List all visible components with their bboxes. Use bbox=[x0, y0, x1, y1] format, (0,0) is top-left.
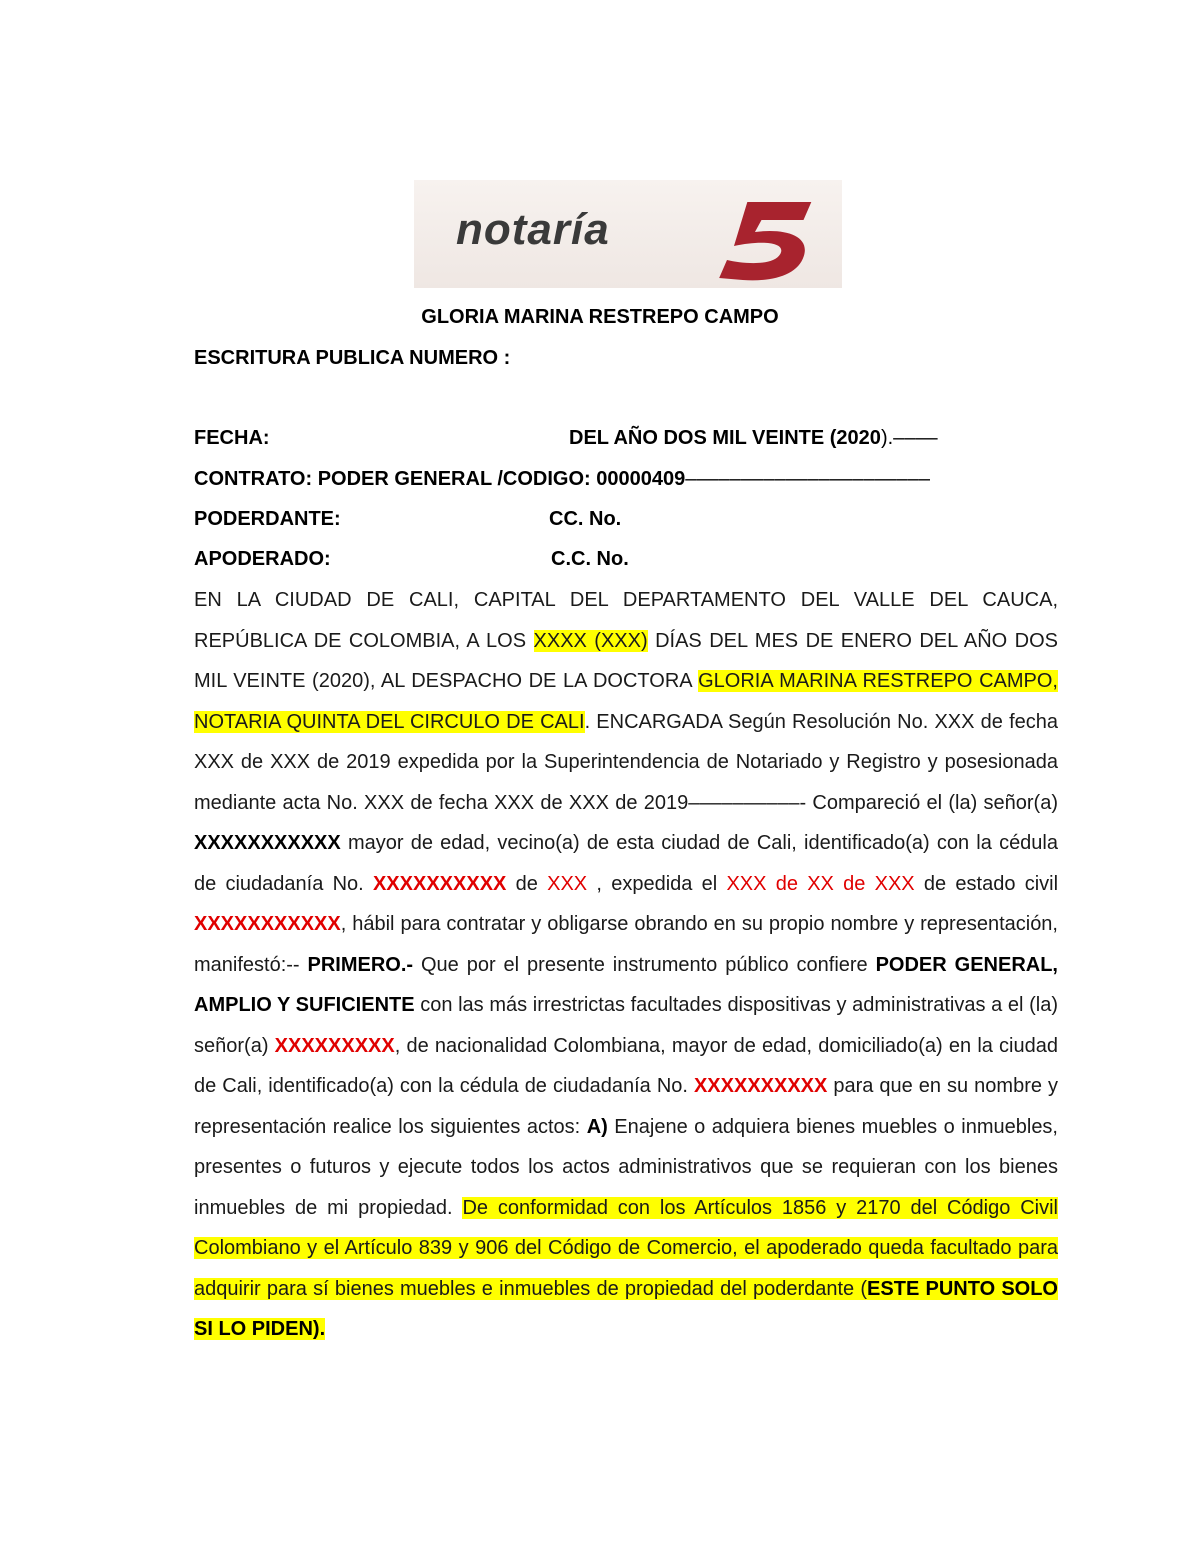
apoderado-label: APODERADO: bbox=[194, 548, 331, 570]
notaria-5-logo bbox=[414, 180, 842, 288]
poderdante-value: CC. No. bbox=[549, 508, 622, 530]
poderdante-label: PODERDANTE: bbox=[194, 508, 341, 530]
highlight-days: XXXX (XXX) bbox=[533, 629, 648, 652]
logo-text: notaría bbox=[456, 205, 610, 254]
fecha-label: FECHA: bbox=[194, 427, 270, 449]
highlight-articulos: De conformidad con los Artículos 1856 y 2170 del Código Civil Colombiano y el Artículo 839 y 906 del Código de Comercio, el apoderado queda facultado para adquirir para sí bienes muebles e inmuebles de propiedad del poderdante bbox=[194, 1196, 1059, 1300]
fecha-value: DEL AÑO DOS MIL VEINTE (2020).–––– bbox=[569, 427, 938, 449]
apoderado-cedula: XXXXXXXXXX bbox=[693, 1075, 828, 1097]
apoderado-name: XXXXXXXXX bbox=[274, 1034, 395, 1057]
compareciente-name: XXXXXXXXXXX bbox=[194, 832, 341, 854]
apoderado-value: C.C. No. bbox=[551, 548, 629, 570]
escritura-label: ESCRITURA PUBLICA NUMERO : bbox=[194, 347, 511, 369]
document-body: EN LA CIUDAD DE CALI, CAPITAL DEL DEPARTAMENTO DEL VALLE DEL CAUCA, REPÚBLICA DE COLOMBIA, A LOS XXXX (XXX) DÍAS DEL MES DE ENERO DEL AÑO DOS MIL VEINTE (2020), AL DESPACHO DE LA DOCTORA GLORIA MARINA RESTREPO CAMPO, NOTARIA QUINTA DEL CIRCULO DE CALI. ENCARGADA Según Resolución No. XXX de fecha XXX de XXX de 2019 expedida por la Superintendencia de Notariado y Registro y posesionada mediante acta No. XXX de fecha XXX de XXX de 2019––––––––––- Compareció el (la) señor(a) XXXXXXXXXXX mayor de edad, vecino(a) de esta ciudad de Cali, identificado(a) con la cédula de ciudadanía No. XXXXXXXXXX de XXX , expedida el XXX de XX de XXX de estado civil XXXXXXXXXXX, hábil para contratar y obligarse obrando en su propio nombre y representación, manifestó:-- PRIMERO.- Que por el presente instrumento público confiere PODER GENERAL, AMPLIO Y SUFICIENTE con las más irrestrictas facultades dispositivas y administrativas a el (la) señor(a) XXXXXXXXX, de nacionalidad Colombiana, mayor de edad, domiciliado(a) en la ciudad de Cali, identificado(a) con la cédula de ciudadanía No. XXXXXXXXXX para que en su nombre y representación realice los siguientes actos: A) Enajene o adquiera bienes muebles o inmuebles, presentes o futuros y ejecute todos los actos administrativos que se requieran con los bienes inmuebles de mi propiedad. De conformidad con los Artículos 1856 y 2170 del Código Civil Colombiano y el Artículo 839 y 906 del Código de Comercio, el apoderado queda facultado para adquirir para sí bienes muebles e inmuebles de propiedad del poderdante (ESTE PUNTO SOLO SI LO PIDEN). bbox=[194, 589, 1059, 1340]
notary-name: GLORIA MARINA RESTREPO CAMPO bbox=[421, 306, 779, 328]
highlight-note: ESTE PUNTO SOLO SI LO PIDEN). bbox=[194, 1277, 1058, 1340]
cedula-number: XXXXXXXXXX bbox=[372, 872, 507, 895]
estado-civil: XXXXXXXXXXX bbox=[194, 913, 341, 935]
highlight-notary: GLORIA MARINA RESTREPO CAMPO, NOTARIA QUINTA DEL CIRCULO DE CALI bbox=[194, 670, 1058, 733]
contrato-line: CONTRATO: PODER GENERAL /CODIGO: 00000409–––––––––––––––––––––– bbox=[194, 468, 930, 490]
logo-number-5 bbox=[719, 202, 816, 280]
